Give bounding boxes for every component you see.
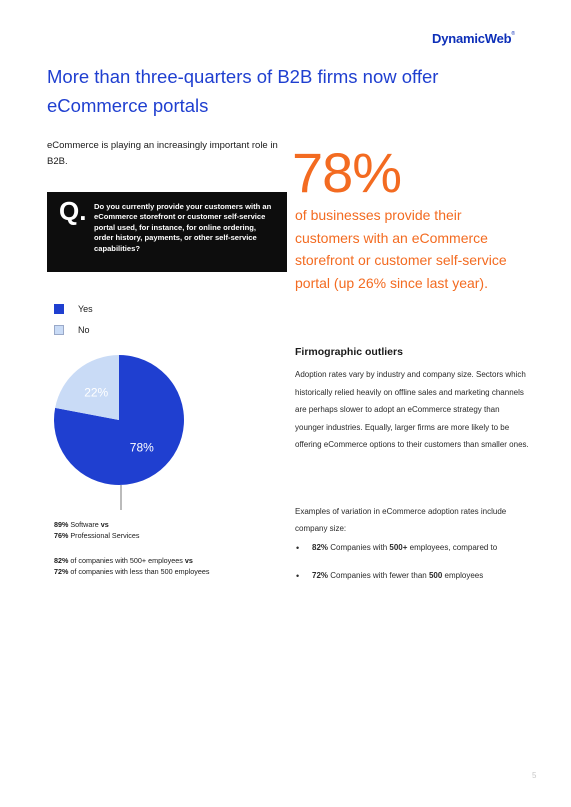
stats-left <box>54 519 209 577</box>
legend-item-no <box>54 325 90 335</box>
question-text: Do you currently provide your customers with an eCommerce storefront or customer self-service portal used, for instance, for online ordering, order history, payments, or other self-service capabilities? <box>94 202 272 253</box>
firmographic-heading: Firmographic outliers <box>295 346 403 358</box>
list-item: • 72% Companies with fewer than 500 employees <box>296 568 536 585</box>
list-item: • 82% Companies with 500+ employees, compared to <box>296 540 536 557</box>
pie-slice-yes-label: 78% <box>129 440 154 455</box>
pie-slice-no-label: 22% <box>84 385 109 400</box>
question-mark: Q. <box>59 196 87 226</box>
legend-swatch-no <box>54 325 64 335</box>
question-box <box>47 192 287 272</box>
page-title: More than three-quarters of B2B firms now offer eCommerce portals <box>47 66 439 116</box>
stat-500plus: 82% of companies with 500+ employees vs <box>54 556 193 565</box>
highlight-percent: 78% <box>292 141 402 204</box>
firmographic-body: Adoption rates vary by industry and company size. Sectors which historically relied heavily on offline sales and marketing channels are perhaps slower to adopt an eCommerce strategy than younger industries. Equally, larger firms are more likely to be offering eCommerce options to their customers than smaller ones. <box>295 370 529 449</box>
stat-under500: 72% of companies with less than 500 employees <box>54 567 210 576</box>
legend-label-yes: Yes <box>78 304 93 314</box>
stat-services: 76% Professional Services <box>54 531 140 540</box>
legend-item-yes <box>54 304 93 314</box>
examples-list <box>296 540 536 595</box>
page-number: 5 <box>532 771 537 780</box>
stat-software: 89% Software vs <box>54 520 109 529</box>
highlight-text: of businesses provide their customers with an eCommerce storefront or customer self-service portal (up 26% since last year). <box>295 207 507 291</box>
legend-swatch-yes <box>54 304 64 314</box>
intro-text: eCommerce is playing an increasingly important role in B2B. <box>47 140 278 167</box>
pie-chart <box>52 350 188 510</box>
examples-intro: Examples of variation in eCommerce adoption rates include company size: <box>295 507 507 533</box>
legend-label-no: No <box>78 325 90 335</box>
dynamicweb-logo: DynamicWeb® <box>432 31 515 46</box>
